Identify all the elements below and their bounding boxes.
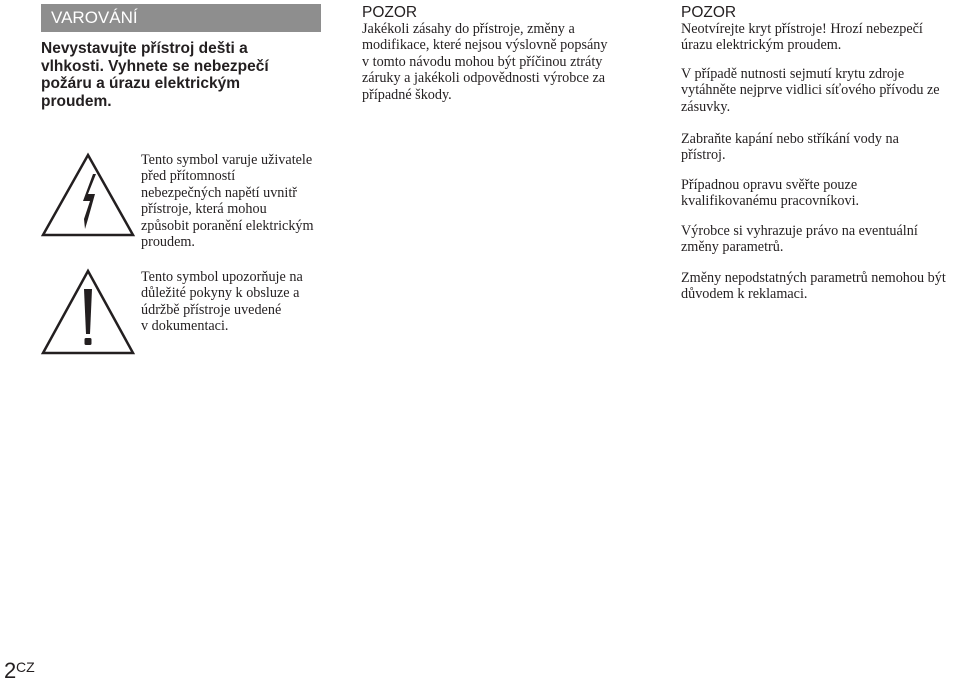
caution-paragraph: Výrobce si vyhrazuje právo na eventuální změny parametrů.: [681, 223, 918, 256]
exclamation-symbol-description: Tento symbol upozorňuje na důležité pokyny k obsluze a údržbě přístroje uvedené v dokumentaci.: [141, 269, 303, 335]
caution-paragraph: Zabraňte kapání nebo stříkání vody na přístroj.: [681, 131, 899, 164]
warning-banner: VAROVÁNÍ: [41, 4, 321, 32]
page-number: 2: [4, 658, 17, 683]
caution-paragraph: V případě nutnosti sejmutí krytu zdroje vytáhněte nejprve vidlici síťového přívodu ze zásuvky.: [681, 66, 940, 115]
warning-text: Nevystavujte přístroj dešti a vlhkosti. Vyhnete se nebezpečí požáru a úrazu elektrickým proudem.: [41, 40, 269, 110]
caution-text-middle: Jakékoli zásahy do přístroje, změny a modifikace, které nejsou výslovně popsány v tomto návodu mohou být příčinou ztráty záruky a jakékoli odpovědnosti výrobce za případné škody.: [362, 21, 608, 103]
caution-heading-right: POZOR: [681, 4, 737, 21]
lightning-warning-icon: [40, 152, 136, 238]
page-language-code: CZ: [16, 659, 35, 675]
lightning-symbol-description: Tento symbol varuje uživatele před přítomností nebezpečných napětí uvnitř přístroje, která mohou způsobit poranění elektrickým proudem.: [141, 152, 314, 251]
exclamation-warning-icon: [40, 268, 136, 356]
caution-heading-middle: POZOR: [362, 4, 418, 21]
caution-paragraph: Neotvírejte kryt přístroje! Hrozí nebezpečí úrazu elektrickým proudem.: [681, 21, 923, 54]
caution-paragraph: Změny nepodstatných parametrů nemohou být důvodem k reklamaci.: [681, 270, 946, 303]
caution-paragraph: Případnou opravu svěřte pouze kvalifikovanému pracovníkovi.: [681, 177, 860, 210]
